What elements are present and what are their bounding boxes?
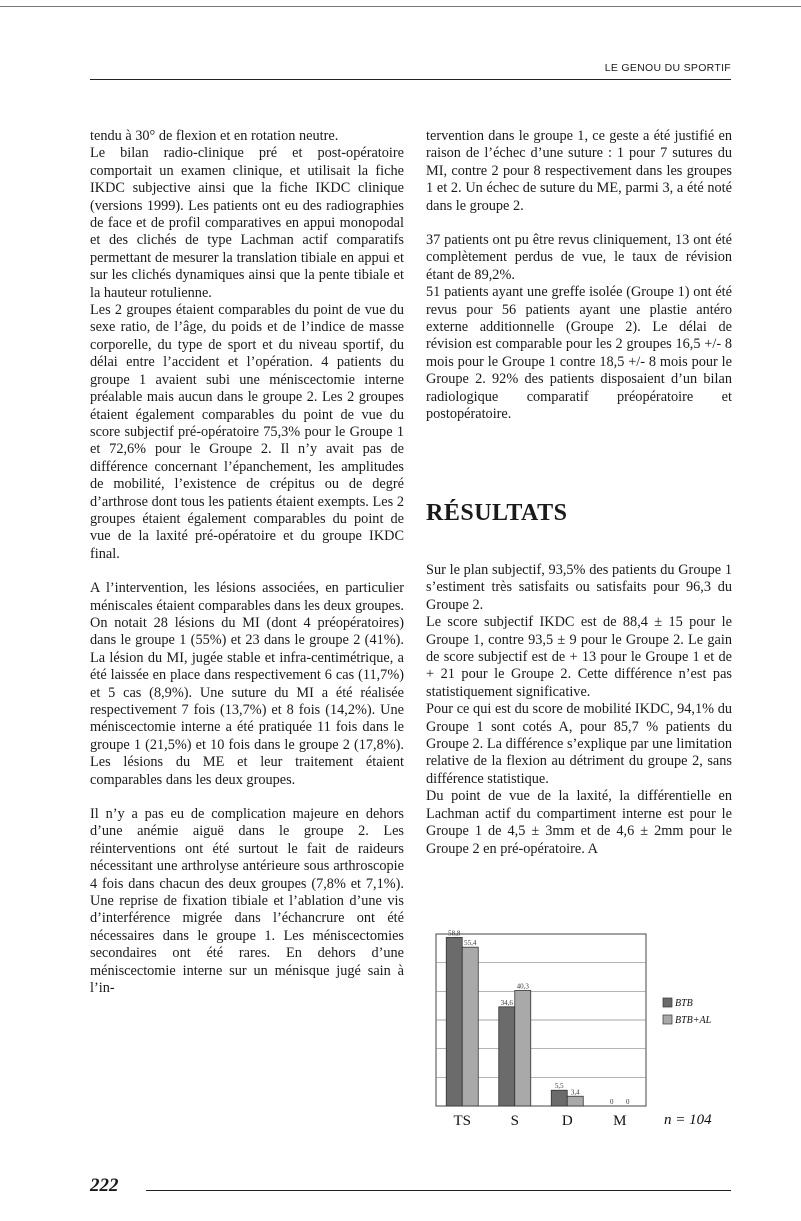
data-label: 0 [610,1098,614,1106]
data-label: 40,3 [516,982,529,991]
right-column-top [426,128,732,424]
header-rule [90,79,731,80]
bar-btb-s [499,1007,515,1106]
x-tick-label: D [561,1113,573,1129]
data-label: 34,6 [500,998,513,1007]
bar-btb-ts [446,937,462,1106]
bar-btb-al-d [567,1096,583,1106]
x-tick-label: TS [453,1113,472,1129]
paragraph: tervention dans le groupe 1, ce geste a été justifié en raison de l’échec d’une suture : 1 pour 7 sutures du MI, contre 2 pour 8 respectivement dans les groupes 1 et 2. Un échec de suture du ME, parmi 3, a été noté dans le groupe 2. [426,128,732,214]
paragraph: Du point de vue de la laxité, la différentielle en Lachman actif du compartiment interne est pour le Groupe 1 de 4,5 ± 3mm et de 4,6 ± 2mm pour le Groupe 2 en pré-opératoire. A [426,788,732,857]
top-border [0,6,801,7]
data-label: 58,8 [448,929,461,938]
legend-swatch [663,998,672,1007]
bar-btb-al-ts [462,947,478,1106]
data-label: 0 [626,1098,630,1106]
data-label: 5,5 [554,1082,564,1091]
paragraph: Les 2 groupes étaient comparables du point de vue du sexe ratio, de l’âge, du poids et de l’indice de masse corporelle, du type de sport et du niveau sportif, du délai entre l’accident et l’opération. 4 patients du groupe 1 avaient subi une méniscectomie interne préalable mais aucun dans le groupe 2. Les 2 groupes étaient également comparables du point de vue du score subjectif pré-opératoire 75,3% pour le Groupe 1 et 72,6% pour le Groupe 2. Il n’y avait pas de différence concernant l’épanchement, les amplitudes de mobilité, l’existence de crépitus ou de degré d’arthrose dont tous les patients étaient exempts. Les 2 groupes étaient également comparables du point de vue de la laxité pré-opératoire et du groupe IKDC final. [90,302,404,562]
paragraph: Il n’y a pas eu de complication majeure en dehors d’une anémie aiguë dans le groupe 2. Les réinterventions ont été surtout le fait de raideurs nécessitant une arthrolyse antérieure sous arthroscopie 4 fois dans chacun des deux groupes (7,8% et 7,1%). Une reprise de fixation tibiale et l’ablation d’une vis d’interférence migrée dans l’échancrure ont été nécessaires dans le groupe 1. Les méniscectomies secondaires ont été rares. En dehors d’une méniscectomie interne sur un ménisque jugé sain à l’in- [90,806,404,997]
x-tick-label: M [613,1113,627,1129]
section-heading: RÉSULTATS [426,500,568,526]
bar-btb-al-s [515,990,531,1106]
paragraph: tendu à 30° de flexion et en rotation neutre. [90,128,339,144]
right-column-results [426,562,732,858]
paragraph: Le bilan radio-clinique pré et post-opératoire comportait un examen clinique, et utilisait la fiche IKDC subjective ainsi que la fiche IKDC clinique (versions 1999). Les patients ont eu des radiographies de face et de profil comparatives en appui monopodal et des clichés de type Lachman actif comparatifs permettant de mesurer la translation tibiale en appui et sur les clichés dynamiques ainsi que la pente tibiale et la hauteur rotulienne. [90,145,404,301]
legend-swatch [663,1015,672,1024]
paragraph: Pour ce qui est du score de mobilité IKDC, 94,1% du Groupe 1 sont cotés A, pour 85,7 % patients du Groupe 2. La différence s’explique par une limitation relative de la flexion au détriment du groupe 2, sans différence statistique. [426,701,732,787]
paragraph: Le score subjectif IKDC est de 88,4 ± 15 pour le Groupe 1, contre 93,5 ± 9 pour le Groupe 2. Le gain de score subjectif est de + 13 pour le Groupe 1 et de + 21 pour le Groupe 2. Cette différence n’est pas statistiquement significative. [426,614,732,700]
paragraph: A l’intervention, les lésions associées, en particulier méniscales étaient comparables dans les deux groupes. On notait 28 lésions du MI (dont 4 préopératoires) dans le groupe 1 (55%) et 23 dans le groupe 2 (41%). La lésion du MI, jugée stable et infra-centimétrique, a été laissée en place dans respectivement 6 cas (11,7%) et 5 cas (8,9%). Une suture du MI a été réalisée respectivement 7 fois (13,7%) et 8 fois (14,2%). Une méniscectomie interne a été pratiquée 11 fois dans le groupe 1 (21,5%) et 10 fois dans le groupe 2 (17,8%). Les lésions du ME et leur traitement étaient comparables dans les deux groupes. [90,580,404,788]
data-label: 3,4 [570,1088,580,1097]
paragraph: Sur le plan subjectif, 93,5% des patients du Groupe 1 s’estiment très satisfaits ou satisfaits pour 96,3 du Groupe 2. [426,562,732,613]
bar-btb-d [551,1090,567,1106]
sample-size-annotation: n = 104 [664,1112,712,1128]
legend-label: BTB [675,998,693,1009]
legend-label: BTB+AL [675,1015,712,1026]
x-tick-label: S [510,1113,519,1129]
bar-chart [426,922,736,1137]
page-number: 222 [90,1175,119,1196]
left-column [90,128,404,998]
running-header: LE GENOU DU SPORTIF [604,62,731,74]
paragraph: 51 patients ayant une greffe isolée (Groupe 1) ont été revus pour 56 patients ayant une plastie antéro externe additionnelle (Groupe 2). Le délai de révision est comparable pour les 2 groupes 16,5 +/- 8 mois pour le Groupe 1 contre 18,5 +/- 8 mois pour le Groupe 2. 92% des patients disposaient d’un bilan radiologique comparatif préopératoire et postopératoire. [426,284,732,423]
paragraph: 37 patients ont pu être revus cliniquement, 13 ont été complètement perdus de vue, le taux de révision étant de 89,2%. [426,232,732,283]
data-label: 55,4 [464,939,477,948]
footer-rule [146,1190,731,1191]
